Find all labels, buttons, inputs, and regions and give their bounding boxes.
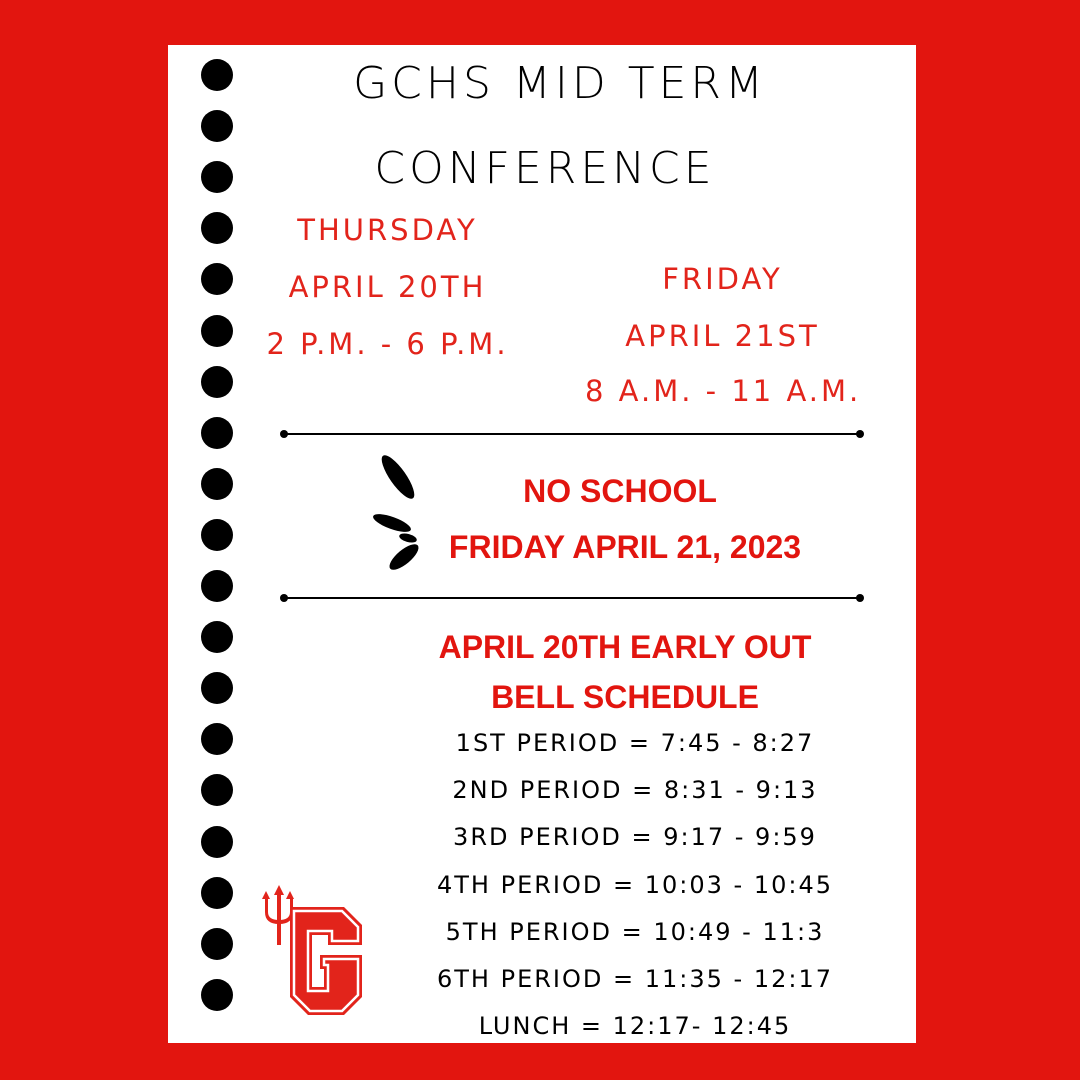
- binder-hole: [201, 366, 233, 398]
- friday-time: 8 A.M. - 11 A.M.: [585, 374, 862, 408]
- binder-hole: [201, 315, 233, 347]
- binder-hole: [201, 979, 233, 1011]
- binder-hole: [201, 110, 233, 142]
- divider-top: [283, 433, 861, 435]
- schedule-row: 2ND PERIOD = 8:31 - 9:13: [452, 776, 818, 805]
- divider-bottom: [283, 597, 861, 599]
- schedule-row: 1ST PERIOD = 7:45 - 8:27: [455, 729, 815, 757]
- thursday-date: APRIL 20TH: [288, 270, 487, 304]
- binder-hole: [201, 928, 233, 960]
- binder-hole: [201, 672, 233, 704]
- schedule-row: LUNCH = 12:17- 12:45: [478, 1012, 792, 1041]
- binder-hole: [201, 468, 233, 500]
- schedule-heading-2: BELL SCHEDULE: [491, 679, 759, 715]
- no-school-heading: NO SCHOOL: [523, 473, 717, 509]
- schedule-heading-1: APRIL 20TH EARLY OUT: [438, 629, 812, 665]
- thursday-time: 2 P.M. - 6 P.M.: [266, 327, 509, 361]
- binder-hole: [201, 826, 233, 858]
- friday-date: APRIL 21ST: [625, 319, 820, 353]
- no-school-date: FRIDAY APRIL 21, 2023: [448, 529, 802, 565]
- binder-hole: [201, 59, 233, 91]
- binder-hole: [201, 877, 233, 909]
- schedule-row: 4TH PERIOD = 10:03 - 10:45: [437, 870, 833, 899]
- binder-hole: [201, 621, 233, 653]
- title-line-2: CONFERENCE: [374, 143, 716, 194]
- binder-hole: [201, 417, 233, 449]
- school-logo-g-trident: [262, 885, 364, 1017]
- friday-day: FRIDAY: [662, 262, 783, 296]
- binder-hole: [201, 519, 233, 551]
- title-line-1: GCHS MID TERM: [353, 58, 767, 109]
- binder-hole: [201, 570, 233, 602]
- schedule-row: 6TH PERIOD = 11:35 - 12:17: [437, 965, 833, 993]
- binder-hole: [201, 161, 233, 193]
- thursday-day: THURSDAY: [297, 213, 478, 247]
- schedule-row: 3RD PERIOD = 9:17 - 9:59: [453, 823, 817, 852]
- schedule-row: 5TH PERIOD = 10:49 - 11:3: [445, 917, 825, 946]
